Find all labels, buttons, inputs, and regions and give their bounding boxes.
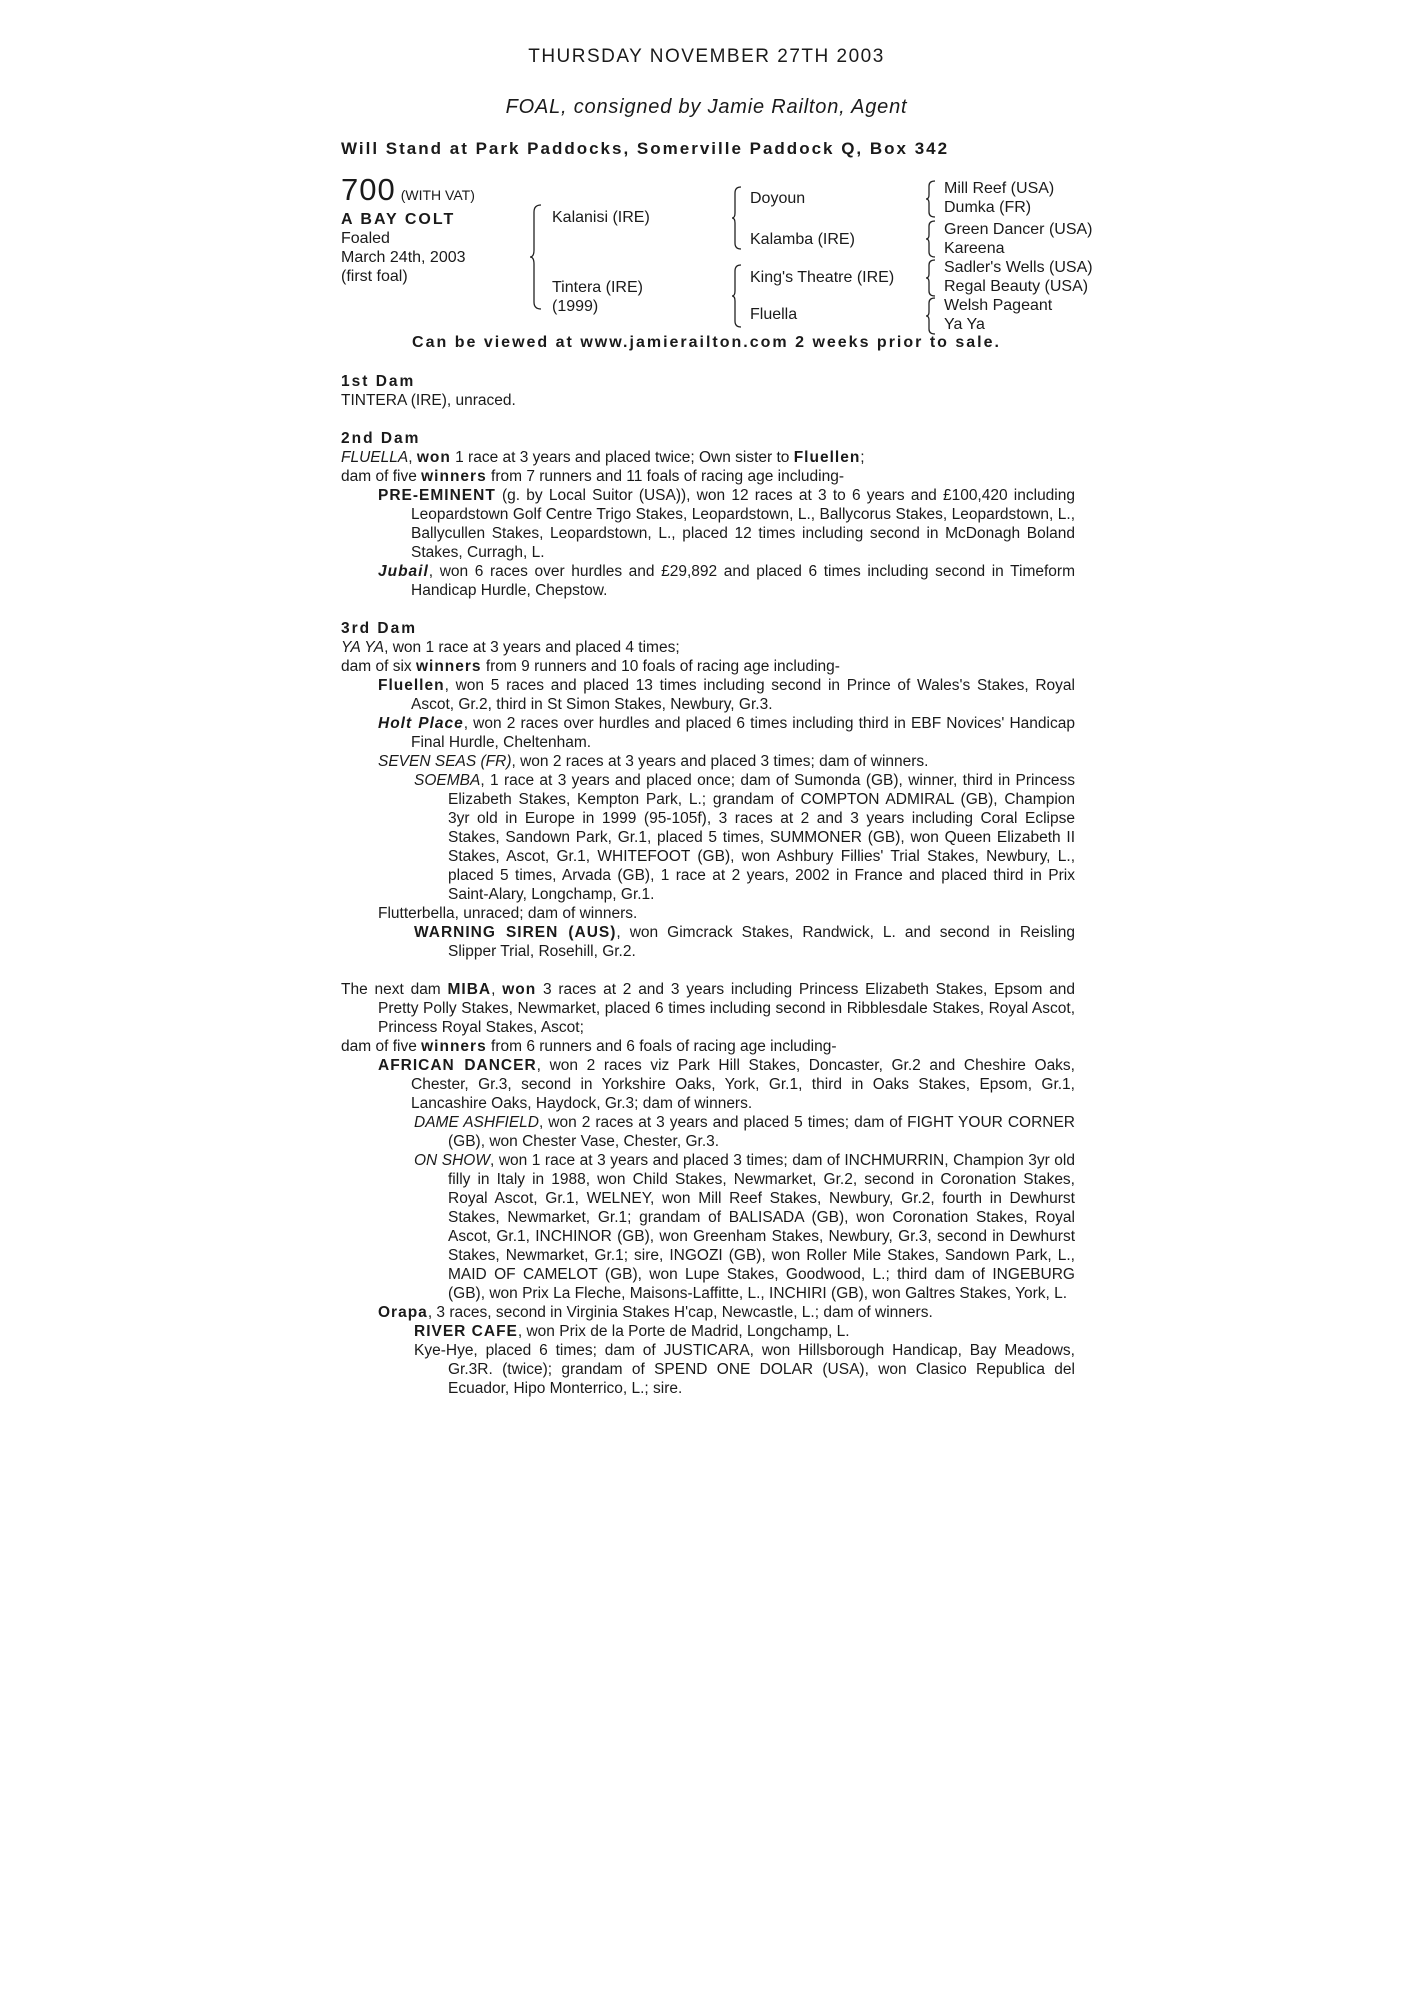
third-dam-produce: dam of six winners from 9 runners and 10 foals of racing age including- <box>341 658 840 675</box>
produce-entry: Flutterbella, unraced; dam of winners. <box>378 905 638 922</box>
produce-entry: WARNING SIREN (AUS), won Gimcrack Stakes, Randwick, L. and second in Reisling Slipper Trial, Rosehill, Gr.2. <box>414 924 1075 960</box>
gen3-4: Kareena <box>944 240 1005 257</box>
produce-entry: DAME ASHFIELD, won 2 races at 3 years and placed 5 times; dam of FIGHT YOUR CORNER (GB), won Chester Vase, Chester, Gr.3. <box>414 1114 1075 1150</box>
brace-icon <box>530 204 542 310</box>
produce-entry: Orapa, 3 races, second in Virginia Stakes H'cap, Newcastle, L.; dam of winners. <box>378 1304 933 1321</box>
brace-icon <box>926 259 936 297</box>
gen3-1: Mill Reef (USA) <box>944 180 1055 197</box>
foal-note: (first foal) <box>341 268 408 285</box>
vat-note: (WITH VAT) <box>400 187 475 203</box>
third-dam-line: YA YA, won 1 race at 3 years and placed 4 times; <box>341 639 680 656</box>
next-dam-line: The next dam MIBA, won 3 races at 2 and 3 years including Princess Elizabeth Stakes, Epsom and Pretty Polly Stakes, Newmarket, placed 6 times including second in Ribblesdale Stakes, Royal Ascot, Princess Royal Stakes, Ascot; <box>341 981 1075 1036</box>
produce-entry: Fluellen, won 5 races and placed 13 times including second in Prince of Wales's Stakes, Royal Ascot, Gr.2, third in St Simon Stakes, Newbury, Gr.3. <box>378 677 1075 713</box>
gen3-3: Green Dancer (USA) <box>944 221 1093 238</box>
produce-entry: AFRICAN DANCER, won 2 races viz Park Hill Stakes, Doncaster, Gr.2 and Cheshire Oaks, Chester, Gr.3, second in Yorkshire Oaks, York, Gr.1, third in Oaks Stakes, Epsom, Gr.1, Lancashire Oaks, Haydock, Gr.3; dam of winners. <box>378 1057 1075 1112</box>
first-dam-heading: 1st Dam <box>341 373 416 390</box>
third-dam-heading: 3rd Dam <box>341 620 418 637</box>
brace-icon <box>732 186 742 250</box>
brace-icon <box>926 180 936 218</box>
foaled-label: Foaled <box>341 230 390 247</box>
brace-icon <box>732 264 742 328</box>
produce-entry: PRE-EMINENT (g. by Local Suitor (USA)), won 12 races at 3 to 6 years and £100,420 including Leopardstown Golf Centre Trigo Stakes, Leopardstown, L., Ballycorus Stakes, Leopardstown, L., Ballycullen Stakes, Leopardstown, L., placed 12 times including second in McDonagh Boland Stakes, Curragh, L. <box>378 487 1075 561</box>
dam-sire: King's Theatre (IRE) <box>750 269 895 286</box>
gen3-2: Dumka (FR) <box>944 199 1032 216</box>
sire-sire: Doyoun <box>750 190 806 207</box>
sale-date: THURSDAY NOVEMBER 27TH 2003 <box>528 46 885 67</box>
lot-description: A BAY COLT <box>341 211 456 228</box>
gen3-5: Sadler's Wells (USA) <box>944 259 1093 276</box>
second-dam-produce: dam of five winners from 7 runners and 11 foals of racing age including- <box>341 468 844 485</box>
second-dam-line: FLUELLA, won 1 race at 3 years and placed twice; Own sister to Fluellen; <box>341 449 865 466</box>
pedigree-notes <box>341 372 1075 1398</box>
viewing-note: Can be viewed at www.jamierailton.com 2 weeks prior to sale. <box>412 334 1001 351</box>
dam: Tintera (IRE) <box>552 279 643 296</box>
produce-entry: SOEMBA, 1 race at 3 years and placed once; dam of Sumonda (GB), winner, third in Princess Elizabeth Stakes, Kempton Park, L.; grandam of COMPTON ADMIRAL (GB), Champion 3yr old in Europe in 1999 (95-105f), 3 races at 2 and 3 years including Coral Eclipse Stakes, Sandown Park, Gr.1, placed 5 times, SUMMONER (GB), won Queen Elizabeth II Stakes, Ascot, Gr.1, WHITEFOOT (GB), won Ashbury Fillies' Trial Stakes, Newbury, L., placed 5 times, Arvada (GB), 1 race at 2 years, 2002 in France and placed third in Prix Saint-Alary, Longchamp, Gr.1. <box>414 772 1075 903</box>
sire: Kalanisi (IRE) <box>552 209 650 226</box>
dam-dam: Fluella <box>750 306 798 323</box>
produce-entry: Jubail, won 6 races over hurdles and £29,892 and placed 6 times including second in Timeform Handicap Hurdle, Chepstow. <box>378 563 1075 599</box>
gen3-8: Ya Ya <box>944 316 985 333</box>
lot-info <box>341 172 475 286</box>
sire-dam: Kalamba (IRE) <box>750 231 855 248</box>
produce-entry: SEVEN SEAS (FR), won 2 races at 3 years and placed 3 times; dam of winners. <box>378 753 929 770</box>
brace-icon <box>926 220 936 258</box>
brace-icon <box>926 297 936 335</box>
gen3-7: Welsh Pageant <box>944 297 1053 314</box>
stand-location: Will Stand at Park Paddocks, Somerville Paddock Q, Box 342 <box>341 139 950 158</box>
produce-entry: ON SHOW, won 1 race at 3 years and placed 3 times; dam of INCHMURRIN, Champion 3yr old filly in Italy in 1988, won Child Stakes, Newmarket, Gr.2, second in Coronation Stakes, Royal Ascot, Gr.1, WELNEY, won Mill Reef Stakes, Newbury, Gr.2, fourth in Dewhurst Stakes, Newmarket, Gr.1; grandam of BALISADA (GB), won Coronation Stakes, Royal Ascot, Gr.1, INCHINOR (GB), won Greenham Stakes, Newbury, Gr.3, second in Dewhurst Stakes, Newmarket, Gr.1; sire, INGOZI (GB), won Roller Mile Stakes, Sandown Park, L., MAID OF CAMELOT (GB), won Lupe Stakes, Goodwood, L.; third dam of INGEBURG (GB), won Prix La Fleche, Maisons-Laffitte, L., INCHIRI (GB), won Galtres Stakes, York, L. <box>414 1152 1075 1302</box>
produce-entry: RIVER CAFE, won Prix de la Porte de Madrid, Longchamp, L. <box>414 1323 850 1340</box>
gen3-6: Regal Beauty (USA) <box>944 278 1089 295</box>
next-dam-produce: dam of five winners from 6 runners and 6 foals of racing age including- <box>341 1038 837 1055</box>
dam-year: (1999) <box>552 298 599 315</box>
second-dam-heading: 2nd Dam <box>341 430 421 447</box>
produce-entry: Holt Place, won 2 races over hurdles and placed 6 times including third in EBF Novices' Handicap Final Hurdle, Cheltenham. <box>378 715 1075 751</box>
consignor-line: FOAL, consigned by Jamie Railton, Agent <box>505 96 908 118</box>
foaled-date: March 24th, 2003 <box>341 249 466 266</box>
lot-number: 700 <box>341 172 396 207</box>
first-dam-text: TINTERA (IRE), unraced. <box>341 392 516 409</box>
produce-entry: Kye-Hye, placed 6 times; dam of JUSTICARA, won Hillsborough Handicap, Bay Meadows, Gr.3R. (twice); grandam of SPEND ONE DOLAR (USA), won Clasico Republica del Ecuador, Hipo Monterrico, L.; sire. <box>414 1342 1075 1397</box>
